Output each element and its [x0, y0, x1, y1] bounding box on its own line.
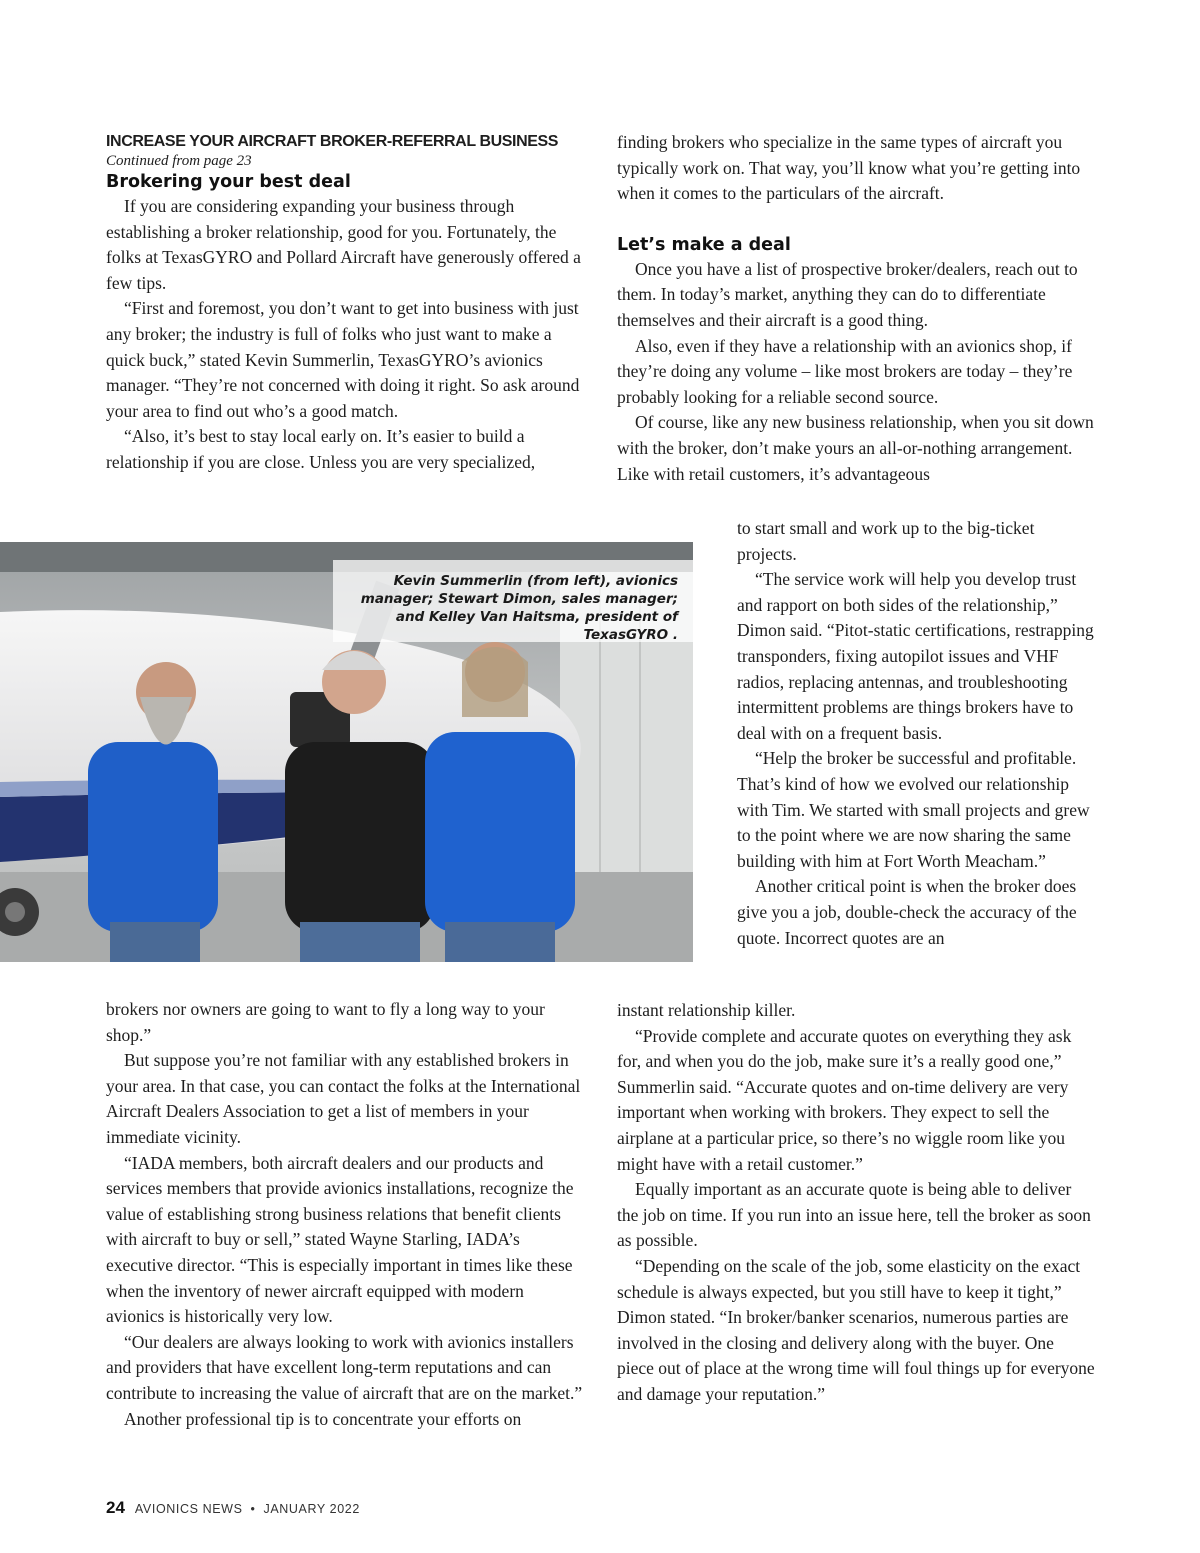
right-column-bottom: [617, 998, 1095, 1408]
page-footer: [106, 1498, 360, 1518]
paragraph: instant relationship killer.: [617, 1000, 796, 1020]
issue-date: JANUARY 2022: [263, 1502, 360, 1516]
photo-caption: Kevin Summerlin (from left), avionics manager; Stewart Dimon, sales manager; and Kelley Van Haitsma, president of TexasGYRO .: [360, 573, 678, 643]
paragraph: finding brokers who specialize in the same types of aircraft you typically work on. That way, you’ll know what you’re getting into when it comes to the particulars of the aircraft.: [617, 132, 1081, 204]
paragraph: Once you have a list of prospective broker/dealers, reach out to them. In today’s market, anything they can do to differentiate themselves and their aircraft is a good thing.: [617, 258, 1078, 330]
publication-name: AVIONICS NEWS: [134, 1502, 243, 1516]
paragraph: Another professional tip is to concentrate your efforts on: [124, 1408, 522, 1429]
paragraph: Another critical point is when the broker does give you a job, double-check the accuracy of the quote. Incorrect quotes are an: [737, 876, 1077, 948]
footer-bullet: •: [250, 1502, 256, 1516]
paragraph: Equally important as an accurate quote is being able to deliver the job on time. If you run into an issue here, tell the broker as soon as possible.: [617, 1179, 1091, 1251]
page-number: 24: [106, 1498, 125, 1517]
paragraph: “Provide complete and accurate quotes on everything they ask for, and when you do the job, make sure it’s a really good one,” Summerlin said. “Accurate quotes and on-time delivery are very important when working with brokers. They expect to sell the airplane at a particular price, so there’s no wiggle room like you might have with a retail customer.”: [617, 1025, 1072, 1174]
paragraph: “First and foremost, you don’t want to get into business with just any broker; the industry is full of folks who just want to make a quick buck,” stated Kevin Summerlin, TexasGYRO’s avionics manager. “They’re not concerned with doing it right. So ask around your area to find out who’s a good match.: [106, 298, 580, 421]
paragraph: But suppose you’re not familiar with any established brokers in your area. In that case, you can contact the folks at the International Aircraft Dealers Association to get a list of members in your immediate vicinity.: [106, 1050, 581, 1147]
paragraph: Of course, like any new business relationship, when you sit down with the broker, don’t make yours an all-or-nothing arrangement. Like with retail customers, it’s advantageous: [617, 412, 1094, 484]
paragraph: If you are considering expanding your business through establishing a broker relationship, good for you. Fortunately, the folks at TexasGYRO and Pollard Aircraft have generously offered a few tips.: [106, 196, 581, 293]
right-column-top: [617, 130, 1095, 487]
paragraph: Also, even if they have a relationship with an avionics shop, if they’re doing any volume – like most brokers are today – they’re probably looking for a reliable second source.: [617, 335, 1073, 407]
paragraph: brokers nor owners are going to want to fly a long way to your shop.”: [106, 999, 545, 1045]
paragraph: “Our dealers are always looking to work with avionics installers and providers that have excellent long-term reputations and can contribute to increasing the value of aircraft that are on the market.”: [106, 1331, 583, 1403]
paragraph: “The service work will help you develop trust and rapport on both sides of the relationship,” Dimon said. “Pitot-static certifications, restrapping transponders, fixing autopilot issues and VHF radios, replacing antennas, and troubleshooting intermittent problems are things brokers have to deal with on a frequent basis.: [737, 569, 1094, 743]
continued-note: Continued from page 23: [106, 153, 252, 169]
paragraph: “Help the broker be successful and profitable. That’s kind of how we evolved our relationship with Tim. We started with small projects and grew to the point where we are now sharing the same building with him at Fort Worth Meacham.”: [737, 748, 1090, 871]
section-heading-brokering: Brokering your best deal: [106, 172, 351, 192]
left-column-bottom: [106, 997, 586, 1432]
left-column-top: [106, 132, 586, 476]
section-heading-deal: Let’s make a deal: [617, 234, 791, 255]
paragraph: “Also, it’s best to stay local early on. It’s easier to build a relationship if you are close. Unless you are very specialized,: [106, 426, 536, 472]
paragraph: “IADA members, both aircraft dealers and our products and services members that provide avionics installations, recognize the value of establishing strong business relations that benefit clients with aircraft to buy or sell,” stated Wayne Starling, IADA’s executive director. “This is especially important in times like these when the inventory of newer aircraft equipped with modern avionics is historically very low.: [106, 1152, 574, 1327]
right-column-wrap: [737, 516, 1095, 951]
running-head: INCREASE YOUR AIRCRAFT BROKER-REFERRAL BUSINESS: [106, 133, 559, 150]
paragraph: to start small and work up to the big-ticket projects.: [737, 518, 1035, 564]
paragraph: “Depending on the scale of the job, some elasticity on the exact schedule is always expected, but you still have to keep it tight,” Dimon stated. “In broker/banker scenarios, numerous parties are involved in the closing and delivery along with the buyer. One piece out of place at the wrong time will foul things up for everyone and damage your reputation.”: [617, 1255, 1095, 1404]
